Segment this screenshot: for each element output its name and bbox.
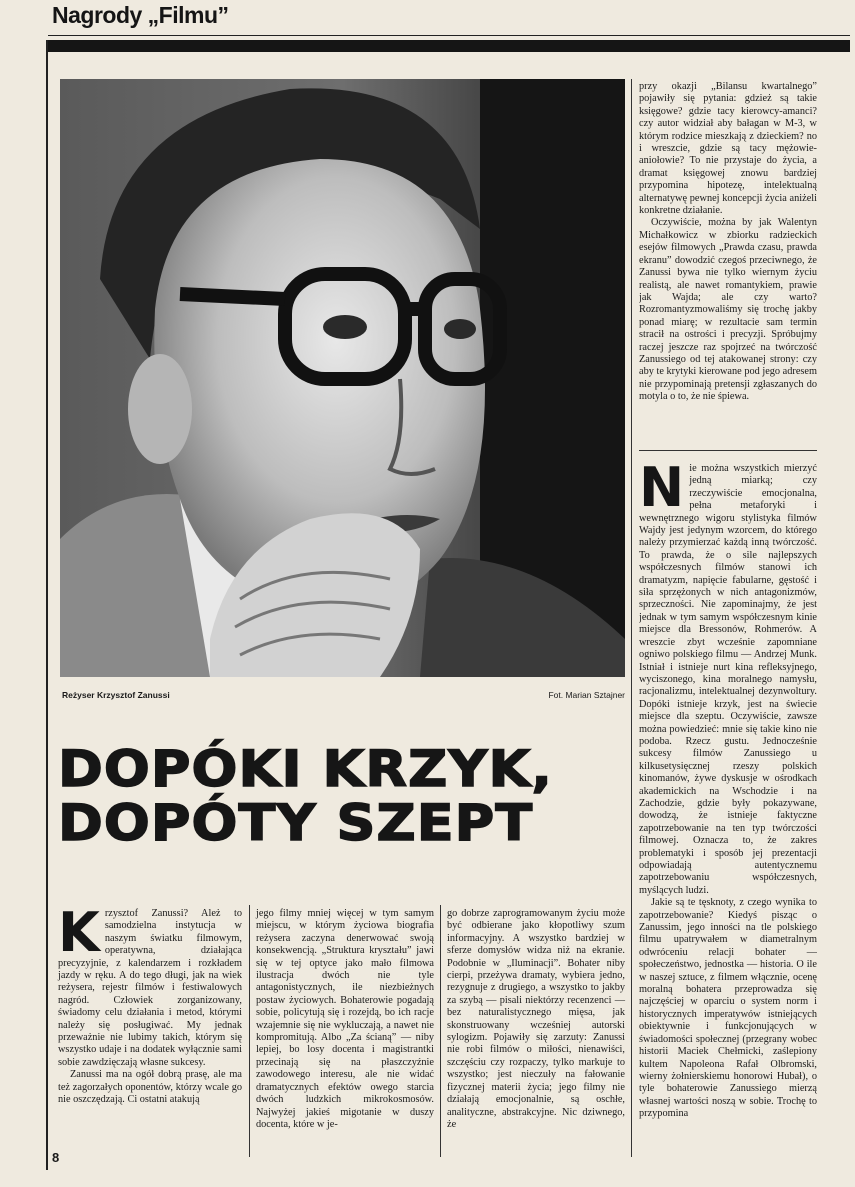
drop-cap-k: K: [58, 901, 100, 964]
header-rule-thin: [48, 35, 850, 36]
column-divider-2: [440, 905, 441, 1157]
article-column-4-bottom: [639, 463, 817, 1157]
headline-line-2: DOPÓTY SZEPT: [58, 794, 534, 852]
photo-credit: Fot. Marian Sztajner: [548, 690, 625, 700]
page-number: 8: [52, 1150, 60, 1165]
paragraph: go dobrze zaprogramowanym życiu może być odbierane jako kłopotliwy szum informacyjny. A wszystko bardziej w sferze domysłów widza niż na ekranie. Podobnie w „Iluminacji”. Bohater niby cierpi, przeżywa dramaty, wybiera jedno, rezygnuje z drugiego, a wszystko to jakby za szybą — pisali niektórzy recenzenci — bez naturalistycznego mięsa, jak skonstruowany wcześniej autorski sylogizm. Pojawiły się zarzuty: Zanussi nie robi filmów o miłości, nienawiści, szczęściu czy rozpaczy, tylko markuje to wszystko; jest nieczuły na fałowanie fizycznej materii życia; jego filmy nie działają emocjonalnie, są oschłe, analityczne, abstrakcyjne. Nic dziwnego, że: [447, 908, 625, 1130]
paragraph: jego filmy mniej więcej w tym samym miejscu, w którym życiowa biografia reżysera zaczyna denerwować swoją konsekwencją. „Struktura kryształu” jawi się w tej optyce jako mało filmowa ilustracja dwóch nie tyle antagonistycznych, ile niezbieżnych postaw życiowych. Bohaterowie pogadają sobie, policytują się i rozejdą, bo ich racje wzajemnie się nie wykluczają, a nawet nie kompromitują. Albo „Za ścianą” — niby lepiej, bo losy docenta i magistrantki przecinają się na płaszczyźnie zawodowego interesu, ale nie widać dramatycznych efektów owego starcia dwóch ludzkich mikrokosmosów. Najwyżej jakieś migotanie w duszy docenta, które w je-: [256, 908, 434, 1130]
paragraph: ie można wszystkich mierzyć jedną miarką; czy rzeczywiście emocjonalna, pełna metaforyki i wewnętrznego wigoru stylistyka filmów Wajdy jest jedynym wzorcem, do którego należy przymierzać każdą inną twórczość. To prawda, że o sile najlepszych współczesnych filmów stanowi ich dramatyzm, napięcie fabularne, gęstość i siła sprzężonych w nich antagonizmów, sprzeczności. Nie zapominajmy, że jest jednak w tym samym współczesnym kinie miejsce dla Bressonów, Rohmerów. A wreszcie zbyt wcześnie zapomniane ogniwo polskiego filmu — Andrzej Munk. Istniał i istnieje nurt kina refleksyjnego, wyciszonego, kina moralnego namysłu, racjonalizmu, intelektualnej dezynwoltury. Dopóki istnieje krzyk, jest na świecie miejsce dla szeptu. Oczywiście, zawsze można powiedzieć: mnie się takie kino nie podoba. Rzecz gustu. Jednocześnie sukcesy filmów Zanussiego u kilkusetysięcznej rzeszy polskich kinomanów, żywe dyskusje w ośrodkach akademickich na Wschodzie i na Zachodzie, gdzie były pokazywane, dowodzą, że istnieje faktyczne zapotrzebowanie na ten typ twórczości filmowej. Oznacza to, że zakres problematyki i sposób jej prezentacji odpowiadają autentycznemu zapotrzebowaniu współczesnych, myślących ludzi.: [639, 463, 817, 896]
header-rule-thick: [48, 40, 850, 52]
paragraph: Zanussi ma na ogół dobrą prasę, ale ma też zagorzałych oponentów, którzy wcale go nie oszczędzają. Ci ostatni atakują: [58, 1069, 242, 1106]
article-column-2: [256, 908, 434, 1158]
left-margin-bar: [46, 40, 48, 1170]
portrait-photo: [60, 79, 625, 677]
article-headline: [58, 742, 674, 850]
paragraph: rzysztof Zanussi? Ależ to samodzielna instytucja w naszym światku filmowym, operatywna, działająca precyzyjnie, z kalendarzem i rozkładem jazdy w ręku. A do tego długi, jak na wiek reżysera, rejestr filmów i festiwalowych nagród. Człowiek zorganizowany, świadomy celu działania i metod, którymi należy się posługiwać. My jednak przeważnie nie lubimy takich, którym się wszystko udaje i na dodatek wyłącznie sami sobie zawdzięczają własne sukcesy.: [58, 908, 242, 1068]
paragraph: Jakie są te tęsknoty, z czego wynika to zapotrzebowanie? Kiedyś pisząc o Zanussim, jego inności na tle polskiego filmu upatrywałem w diametralnym odwróceniu relacji bohater — społeczeństwo, jednostka — historia. O ile w naszej sztuce, z filmem włącznie, ocenę moralną bohatera przeprowadza się najczęściej w oparciu o system norm i historycznych imperatywów istniejących obiektywnie i funkcjonujących w świadomości społecznej (przegrany wobec historii Maciek Chełmicki, zaślepiony kultem Napoleona Rafał Olbromski, wierny żołnierskiemu honorowi Hubał), o tyle bohaterowie Zanussiego mierzą własnej wartości noszą w sobie. Trochę to przypomina: [639, 897, 817, 1120]
paragraph: przy okazji „Bilansu kwartalnego” pojawiły się pytania: gdzież są takie księgowe? gdzie tacy kierowcy-amanci? czy autor widział aby bałagan w M-3, w którym rodzice mieszkają z dzieckiem? no i wreszcie, gdzie są tacy mężowie-aniołowie? To nie przystaje do życia, a dramat księgowej znowu bardziej przypomina hipotezę, intelektualną alternatywę pewnej koncepcji życia aniżeli konkretne działanie.: [639, 81, 817, 217]
photo-caption: Reżyser Krzysztof Zanussi: [62, 690, 170, 700]
section-rule: [639, 450, 817, 451]
article-column-1: [58, 901, 242, 1158]
article-column-3: [447, 908, 625, 1158]
section-title: Nagrody „Filmu”: [52, 2, 229, 28]
drop-cap-n: N: [639, 463, 685, 519]
column-divider-right: [631, 79, 632, 1157]
portrait-illustration: [60, 79, 625, 677]
column-divider-1: [249, 905, 250, 1157]
paragraph: Oczywiście, można by jak Walentyn Michałkowicz w zbiorku radzieckich esejów filmowych „Prawda czasu, prawda ekranu” dowodzić czegoś przeciwnego, że Zanussi bywa nie tylko wiernym życiu realistą, ale nawet romantykiem, prawie jak Wajda; ale czy warto? Rozromantyzmowaliśmy się trochę jakby ponad miarę; w rezultacie sam termin stracił na ostrości i precyzji. Spróbujmy raczej jeszcze raz spojrzeć na twórczość Zanussiego od tej atakowanej strony: czy aby te krytyki kierowane pod jego adresem nie przypominają pretensji zgłaszanych do motyla o to, że nie śpiewa.: [639, 217, 817, 403]
article-column-4-top: [639, 81, 817, 446]
headline-line-1: DOPÓKI KRZYK,: [58, 740, 554, 798]
